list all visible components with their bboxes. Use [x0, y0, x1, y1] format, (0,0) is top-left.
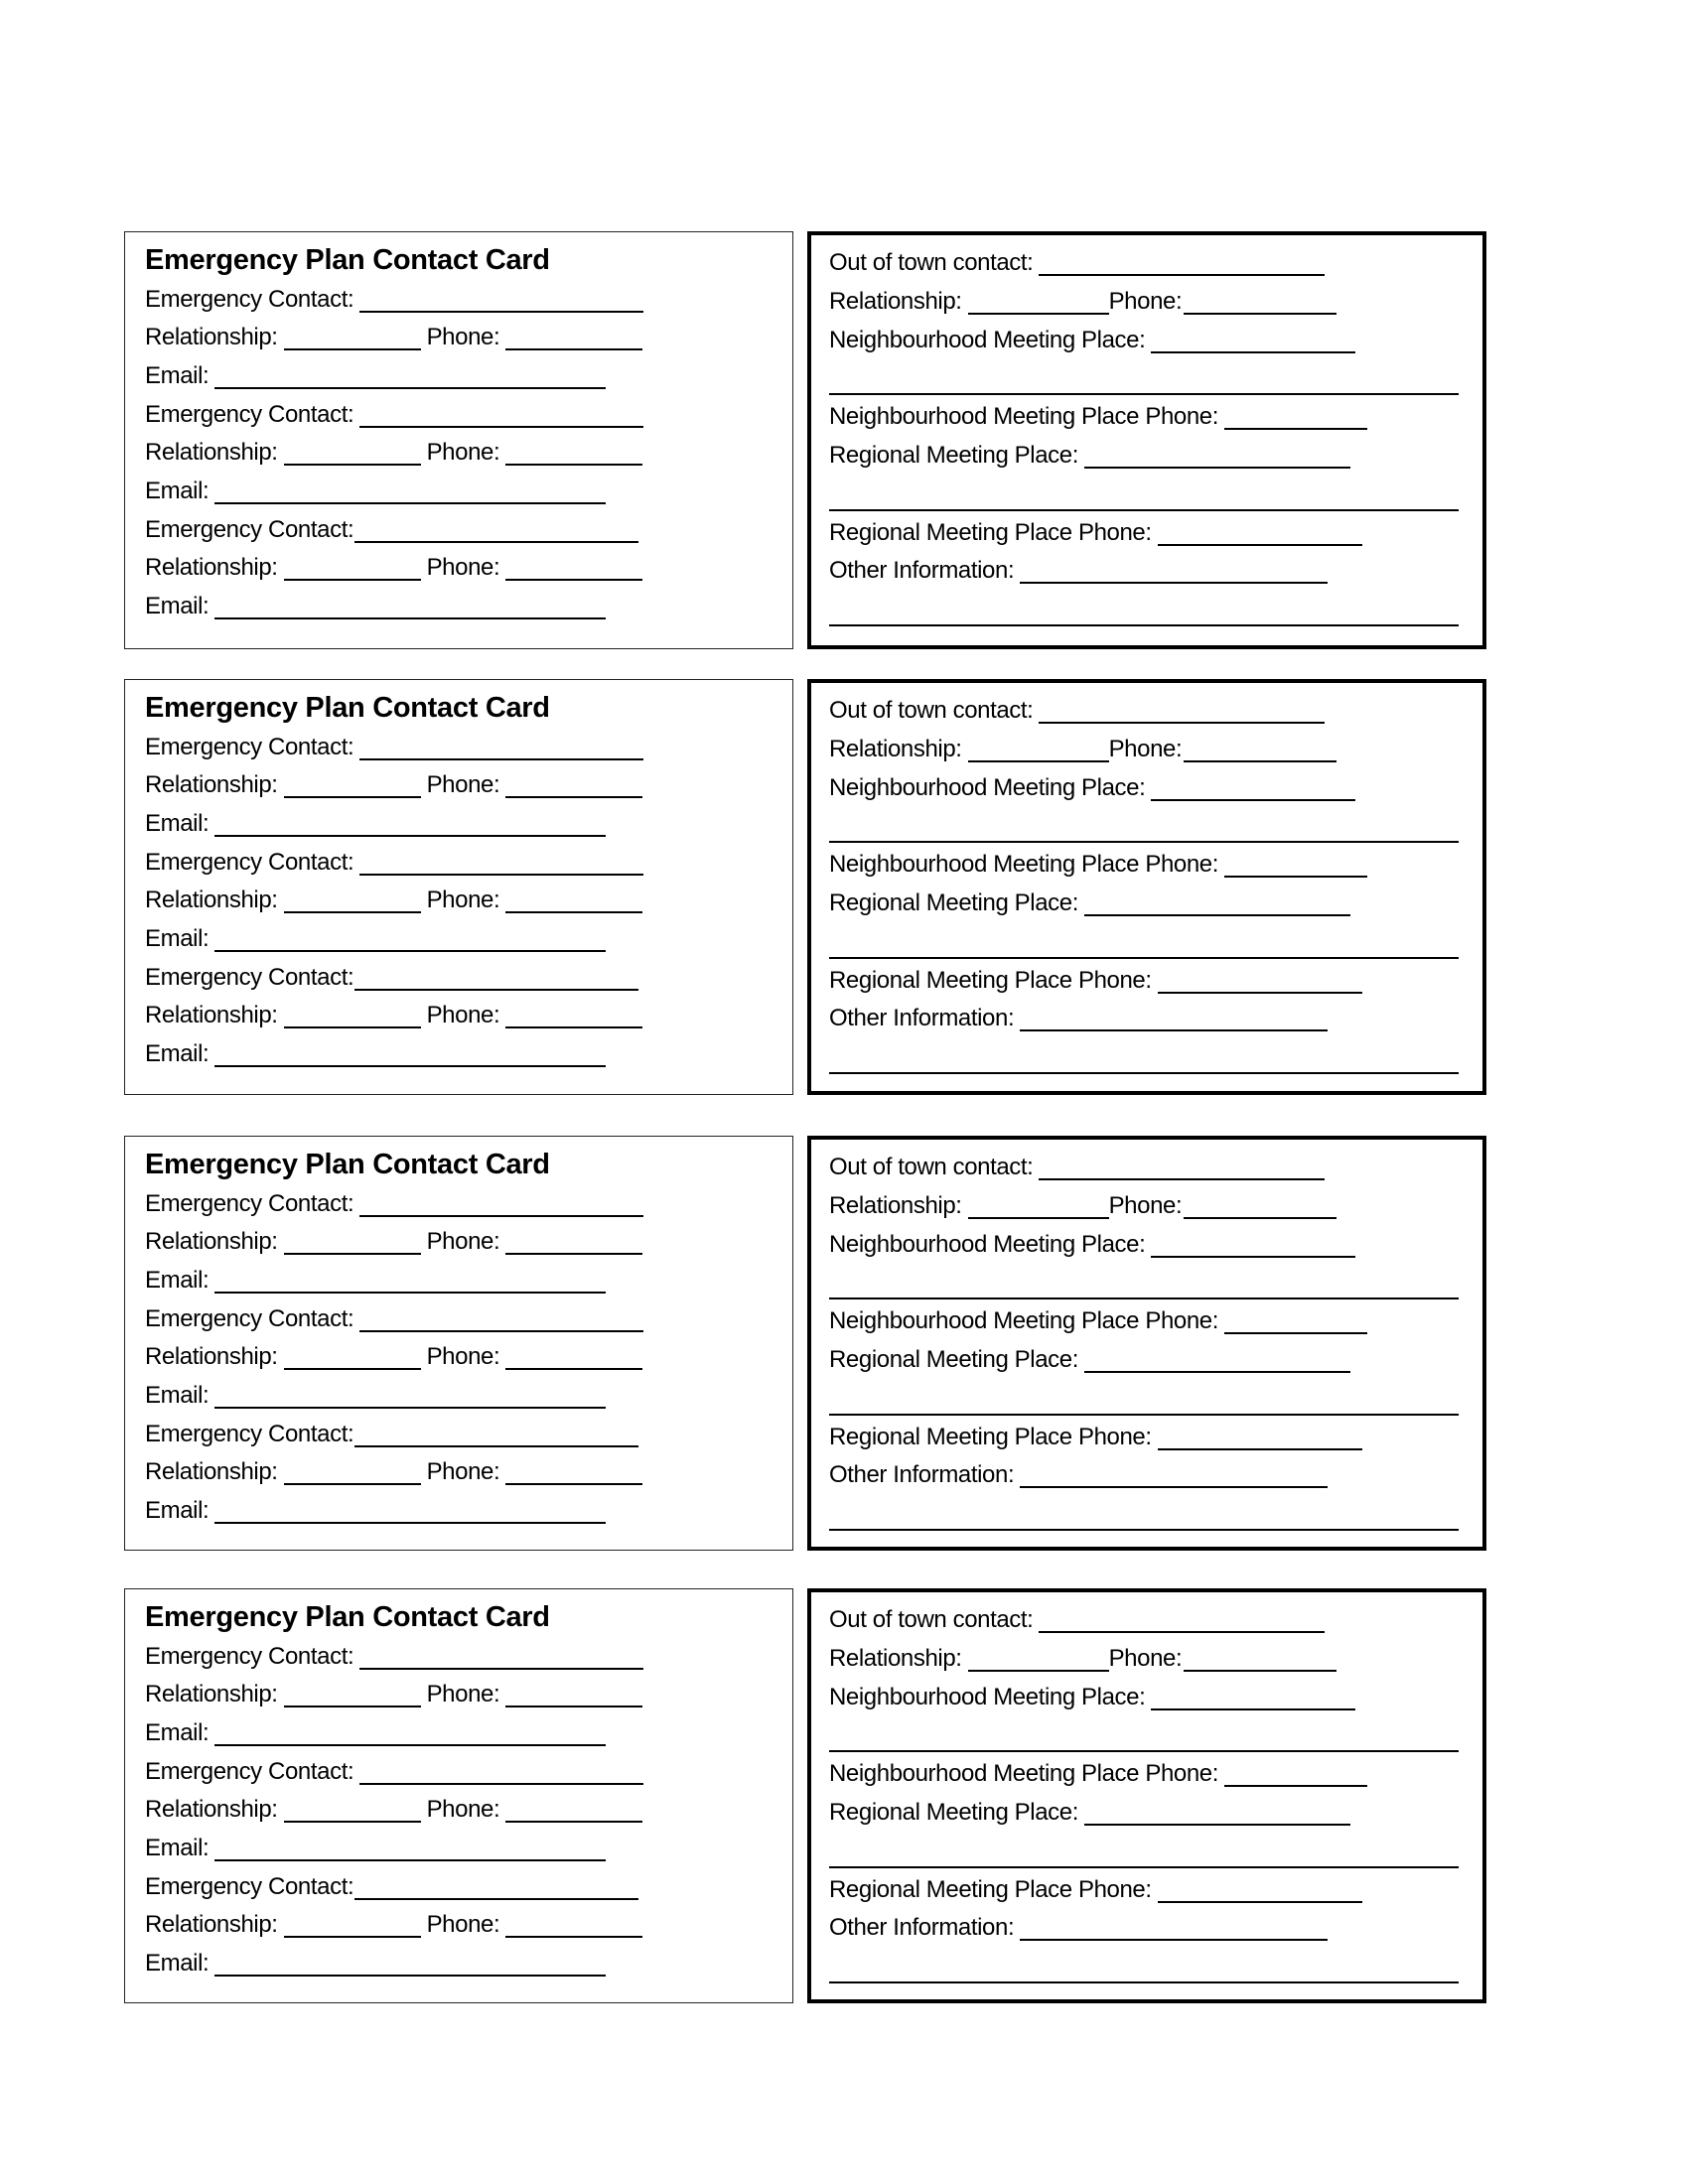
regional-meeting-place-phone-label: Regional Meeting Place Phone: [829, 1876, 1152, 1903]
neighbourhood-meeting-place-row [829, 1223, 1355, 1262]
regional-meeting-place-phone-field[interactable] [1158, 544, 1362, 546]
other-information-row [829, 997, 1328, 1035]
email-field[interactable] [214, 387, 606, 389]
other-information-field-line2[interactable] [829, 1981, 1459, 1983]
phone-field[interactable] [505, 464, 642, 466]
card-row [0, 1588, 1688, 2003]
regional-meeting-place-label: Regional Meeting Place: [829, 442, 1078, 469]
emergency-contact-field[interactable] [359, 1783, 643, 1785]
regional-meeting-place-phone-row [829, 959, 1362, 998]
other-information-row [829, 1906, 1328, 1945]
emergency-plan-contact-card-back [807, 231, 1486, 649]
relationship-field[interactable] [284, 1706, 421, 1707]
email-label: Email: [145, 478, 210, 504]
relationship-label: Relationship: [145, 1796, 278, 1823]
regional-meeting-place-phone-row [829, 1416, 1362, 1454]
email-field[interactable] [214, 1975, 606, 1977]
regional-meeting-place-phone-row [829, 1868, 1362, 1907]
phone-field[interactable] [505, 1706, 642, 1707]
regional-meeting-place-field[interactable] [1084, 1371, 1350, 1373]
relationship-field[interactable] [284, 796, 421, 798]
relationship-phone-row [145, 1788, 642, 1827]
relationship-label: Relationship: [145, 554, 278, 581]
emergency-plan-contact-card-back [807, 679, 1486, 1095]
email-row [145, 354, 606, 393]
neighbourhood-meeting-place-phone-row [829, 1299, 1367, 1338]
relationship-label: Relationship: [145, 1681, 278, 1707]
email-label: Email: [145, 1719, 210, 1746]
email-row [145, 1259, 606, 1297]
emergency-contact-row [145, 1297, 643, 1336]
regional-meeting-place-field[interactable] [1084, 914, 1350, 916]
card-row [0, 1136, 1688, 1551]
relationship-phone-row [829, 1184, 1336, 1223]
phone-label: Phone: [426, 439, 500, 466]
regional-meeting-place-phone-label: Regional Meeting Place Phone: [829, 1424, 1152, 1450]
emergency-contact-label: Emergency Contact: [145, 286, 354, 313]
regional-meeting-place-row [829, 1338, 1350, 1377]
card-title: Emergency Plan Contact Card [145, 1601, 550, 1633]
relationship-field[interactable] [968, 313, 1109, 315]
out-of-town-contact-row [829, 689, 1325, 728]
email-label: Email: [145, 1382, 210, 1409]
email-row [145, 470, 606, 508]
relationship-label: Relationship: [829, 1645, 962, 1672]
other-information-label: Other Information: [829, 1914, 1015, 1941]
relationship-field[interactable] [284, 911, 421, 913]
regional-meeting-place-field[interactable] [1084, 467, 1350, 469]
phone-field[interactable] [1184, 760, 1336, 762]
emergency-plan-contact-card-back [807, 1588, 1486, 2003]
other-information-row [829, 1453, 1328, 1492]
email-row [145, 1711, 606, 1750]
regional-meeting-place-phone-label: Regional Meeting Place Phone: [829, 519, 1152, 546]
neighbourhood-meeting-place-label: Neighbourhood Meeting Place: [829, 1684, 1146, 1710]
emergency-contact-field[interactable] [354, 541, 638, 543]
emergency-contact-field[interactable] [359, 426, 643, 428]
neighbourhood-meeting-place-phone-label: Neighbourhood Meeting Place Phone: [829, 403, 1219, 430]
relationship-phone-row [145, 1450, 642, 1489]
emergency-plan-contact-card-front [124, 1136, 793, 1551]
relationship-label: Relationship: [145, 771, 278, 798]
emergency-plan-contact-card-back [807, 1136, 1486, 1551]
neighbourhood-meeting-place-phone-field[interactable] [1224, 428, 1367, 430]
phone-label: Phone: [1108, 1645, 1183, 1672]
email-label: Email: [145, 1497, 210, 1524]
emergency-contact-label: Emergency Contact: [145, 1305, 354, 1332]
phone-field[interactable] [505, 348, 642, 350]
email-field[interactable] [214, 1065, 606, 1067]
neighbourhood-meeting-place-phone-label: Neighbourhood Meeting Place Phone: [829, 851, 1219, 878]
relationship-field[interactable] [284, 1936, 421, 1938]
relationship-field[interactable] [284, 348, 421, 350]
out-of-town-contact-field[interactable] [1039, 274, 1325, 276]
neighbourhood-meeting-place-phone-label: Neighbourhood Meeting Place Phone: [829, 1760, 1219, 1787]
regional-meeting-place-field[interactable] [1084, 1824, 1350, 1826]
out-of-town-contact-field[interactable] [1039, 722, 1325, 724]
emergency-contact-row [145, 956, 638, 995]
phone-field[interactable] [505, 911, 642, 913]
email-field[interactable] [214, 1859, 606, 1861]
phone-label: Phone: [1108, 288, 1183, 315]
email-field[interactable] [214, 835, 606, 837]
phone-label: Phone: [426, 1458, 500, 1485]
emergency-contact-label: Emergency Contact: [145, 1643, 354, 1670]
email-row [145, 1489, 606, 1528]
email-field[interactable] [214, 1292, 606, 1294]
emergency-contact-field[interactable] [359, 874, 643, 876]
email-field[interactable] [214, 617, 606, 619]
regional-meeting-place-label: Regional Meeting Place: [829, 889, 1078, 916]
relationship-field[interactable] [284, 1026, 421, 1028]
email-field[interactable] [214, 502, 606, 504]
emergency-contact-field[interactable] [354, 1445, 638, 1447]
email-label: Email: [145, 362, 210, 389]
email-row [145, 917, 606, 956]
neighbourhood-meeting-place-field[interactable] [1151, 1708, 1355, 1710]
phone-label: Phone: [426, 1681, 500, 1707]
out-of-town-contact-row [829, 1146, 1325, 1184]
neighbourhood-meeting-place-field[interactable] [1151, 1256, 1355, 1258]
relationship-label: Relationship: [145, 1911, 278, 1938]
email-row [145, 1942, 606, 1980]
emergency-contact-row [145, 1635, 643, 1674]
phone-field[interactable] [505, 1483, 642, 1485]
relationship-phone-row [829, 1637, 1336, 1676]
emergency-contact-field[interactable] [359, 311, 643, 313]
regional-meeting-place-row [829, 434, 1350, 473]
relationship-phone-row [145, 1335, 642, 1374]
neighbourhood-meeting-place-phone-row [829, 1752, 1367, 1791]
relationship-field[interactable] [284, 1368, 421, 1370]
out-of-town-contact-label: Out of town contact: [829, 1154, 1034, 1180]
relationship-phone-row [145, 316, 642, 354]
card-row [0, 231, 1688, 649]
other-information-row [829, 549, 1328, 588]
relationship-label: Relationship: [145, 439, 278, 466]
phone-label: Phone: [426, 1343, 500, 1370]
phone-label: Phone: [426, 771, 500, 798]
emergency-contact-row [145, 1182, 643, 1221]
email-label: Email: [145, 1040, 210, 1067]
phone-label: Phone: [1108, 736, 1183, 762]
phone-label: Phone: [426, 1911, 500, 1938]
emergency-contact-field[interactable] [359, 1668, 643, 1670]
regional-meeting-place-phone-field[interactable] [1158, 992, 1362, 994]
neighbourhood-meeting-place-field[interactable] [1151, 351, 1355, 353]
phone-label: Phone: [426, 554, 500, 581]
phone-label: Phone: [426, 1002, 500, 1028]
out-of-town-contact-field[interactable] [1039, 1631, 1325, 1633]
phone-field[interactable] [505, 796, 642, 798]
phone-field[interactable] [505, 1936, 642, 1938]
relationship-label: Relationship: [829, 288, 962, 315]
emergency-contact-field[interactable] [359, 1330, 643, 1332]
neighbourhood-meeting-place-phone-field[interactable] [1224, 1785, 1367, 1787]
neighbourhood-meeting-place-label: Neighbourhood Meeting Place: [829, 327, 1146, 353]
other-information-field[interactable] [1020, 1939, 1328, 1941]
emergency-contact-row [145, 1750, 643, 1789]
email-field[interactable] [214, 950, 606, 952]
neighbourhood-meeting-place-phone-row [829, 395, 1367, 434]
emergency-contact-label: Emergency Contact: [145, 1758, 354, 1785]
emergency-plan-contact-card-front [124, 679, 793, 1095]
relationship-field[interactable] [284, 1483, 421, 1485]
phone-field[interactable] [505, 579, 642, 581]
relationship-phone-row [145, 1903, 642, 1942]
email-row [145, 1827, 606, 1865]
phone-label: Phone: [426, 887, 500, 913]
neighbourhood-meeting-place-phone-row [829, 843, 1367, 882]
email-label: Email: [145, 1267, 210, 1294]
email-field[interactable] [214, 1744, 606, 1746]
phone-field[interactable] [1184, 313, 1336, 315]
other-information-field[interactable] [1020, 1486, 1328, 1488]
card-title: Emergency Plan Contact Card [145, 692, 550, 724]
out-of-town-contact-row [829, 1598, 1325, 1637]
relationship-phone-row [145, 1220, 642, 1259]
relationship-label: Relationship: [145, 324, 278, 350]
regional-meeting-place-phone-field[interactable] [1158, 1448, 1362, 1450]
emergency-contact-label: Emergency Contact: [145, 964, 354, 991]
email-label: Email: [145, 593, 210, 619]
relationship-label: Relationship: [145, 887, 278, 913]
email-row [145, 1374, 606, 1413]
other-information-label: Other Information: [829, 1005, 1015, 1031]
phone-label: Phone: [426, 1228, 500, 1255]
relationship-label: Relationship: [145, 1458, 278, 1485]
card-title: Emergency Plan Contact Card [145, 244, 550, 276]
other-information-field[interactable] [1020, 1029, 1328, 1031]
phone-field[interactable] [505, 1026, 642, 1028]
out-of-town-contact-field[interactable] [1039, 1178, 1325, 1180]
phone-field[interactable] [1184, 1217, 1336, 1219]
neighbourhood-meeting-place-row [829, 319, 1355, 357]
phone-field[interactable] [505, 1253, 642, 1255]
out-of-town-contact-label: Out of town contact: [829, 249, 1034, 276]
relationship-label: Relationship: [829, 1192, 962, 1219]
relationship-label: Relationship: [145, 1343, 278, 1370]
emergency-contact-label: Emergency Contact: [145, 516, 354, 543]
card-title: Emergency Plan Contact Card [145, 1149, 550, 1180]
relationship-phone-row [829, 280, 1336, 319]
neighbourhood-meeting-place-phone-field[interactable] [1224, 1332, 1367, 1334]
emergency-contact-label: Emergency Contact: [145, 1873, 354, 1900]
email-label: Email: [145, 810, 210, 837]
emergency-contact-field[interactable] [359, 1215, 643, 1217]
phone-field[interactable] [1184, 1670, 1336, 1672]
emergency-contact-field[interactable] [354, 989, 638, 991]
neighbourhood-meeting-place-row [829, 766, 1355, 805]
out-of-town-contact-label: Out of town contact: [829, 1606, 1034, 1633]
email-label: Email: [145, 925, 210, 952]
other-information-field-line2[interactable] [829, 1529, 1459, 1531]
emergency-contact-row [145, 726, 643, 764]
out-of-town-contact-row [829, 241, 1325, 280]
email-row [145, 1032, 606, 1071]
relationship-field[interactable] [284, 1253, 421, 1255]
emergency-contact-label: Emergency Contact: [145, 401, 354, 428]
emergency-contact-row [145, 508, 638, 547]
other-information-field-line2[interactable] [829, 624, 1459, 626]
neighbourhood-meeting-place-label: Neighbourhood Meeting Place: [829, 1231, 1146, 1258]
relationship-field[interactable] [284, 464, 421, 466]
email-field[interactable] [214, 1522, 606, 1524]
email-label: Email: [145, 1950, 210, 1977]
neighbourhood-meeting-place-phone-field[interactable] [1224, 876, 1367, 878]
emergency-contact-row [145, 1865, 638, 1904]
phone-label: Phone: [426, 1796, 500, 1823]
regional-meeting-place-label: Regional Meeting Place: [829, 1346, 1078, 1373]
emergency-contact-field[interactable] [359, 758, 643, 760]
emergency-contact-label: Emergency Contact: [145, 734, 354, 760]
phone-label: Phone: [426, 324, 500, 350]
card-row [0, 679, 1688, 1095]
neighbourhood-meeting-place-label: Neighbourhood Meeting Place: [829, 774, 1146, 801]
regional-meeting-place-row [829, 1791, 1350, 1830]
relationship-label: Relationship: [145, 1228, 278, 1255]
email-label: Email: [145, 1835, 210, 1861]
email-row [145, 585, 606, 623]
emergency-contact-row [145, 278, 643, 317]
emergency-contact-label: Emergency Contact: [145, 849, 354, 876]
regional-meeting-place-row [829, 882, 1350, 920]
relationship-phone-row [145, 431, 642, 470]
emergency-contact-field[interactable] [354, 1898, 638, 1900]
relationship-field[interactable] [284, 579, 421, 581]
regional-meeting-place-label: Regional Meeting Place: [829, 1799, 1078, 1826]
emergency-contact-row [145, 1413, 638, 1451]
relationship-phone-row [145, 1673, 642, 1711]
relationship-field[interactable] [968, 1217, 1109, 1219]
emergency-contact-label: Emergency Contact: [145, 1421, 354, 1447]
phone-field[interactable] [505, 1821, 642, 1823]
regional-meeting-place-phone-label: Regional Meeting Place Phone: [829, 967, 1152, 994]
regional-meeting-place-phone-field[interactable] [1158, 1901, 1362, 1903]
phone-field[interactable] [505, 1368, 642, 1370]
emergency-contact-label: Emergency Contact: [145, 1190, 354, 1217]
relationship-phone-row [145, 546, 642, 585]
neighbourhood-meeting-place-field[interactable] [1151, 799, 1355, 801]
emergency-plan-contact-card-front [124, 1588, 793, 2003]
other-information-label: Other Information: [829, 557, 1015, 584]
other-information-label: Other Information: [829, 1461, 1015, 1488]
regional-meeting-place-phone-row [829, 511, 1362, 550]
email-field[interactable] [214, 1407, 606, 1409]
relationship-phone-row [145, 994, 642, 1032]
relationship-field[interactable] [968, 760, 1109, 762]
emergency-plan-contact-card-front [124, 231, 793, 649]
email-row [145, 802, 606, 841]
relationship-phone-row [145, 763, 642, 802]
neighbourhood-meeting-place-phone-label: Neighbourhood Meeting Place Phone: [829, 1307, 1219, 1334]
relationship-phone-row [145, 879, 642, 917]
other-information-field[interactable] [1020, 582, 1328, 584]
emergency-contact-row [145, 393, 643, 432]
other-information-field-line2[interactable] [829, 1072, 1459, 1074]
neighbourhood-meeting-place-row [829, 1676, 1355, 1714]
relationship-label: Relationship: [145, 1002, 278, 1028]
relationship-field[interactable] [284, 1821, 421, 1823]
phone-label: Phone: [1108, 1192, 1183, 1219]
relationship-field[interactable] [968, 1670, 1109, 1672]
relationship-label: Relationship: [829, 736, 962, 762]
emergency-contact-row [145, 841, 643, 880]
relationship-phone-row [829, 728, 1336, 766]
out-of-town-contact-label: Out of town contact: [829, 697, 1034, 724]
